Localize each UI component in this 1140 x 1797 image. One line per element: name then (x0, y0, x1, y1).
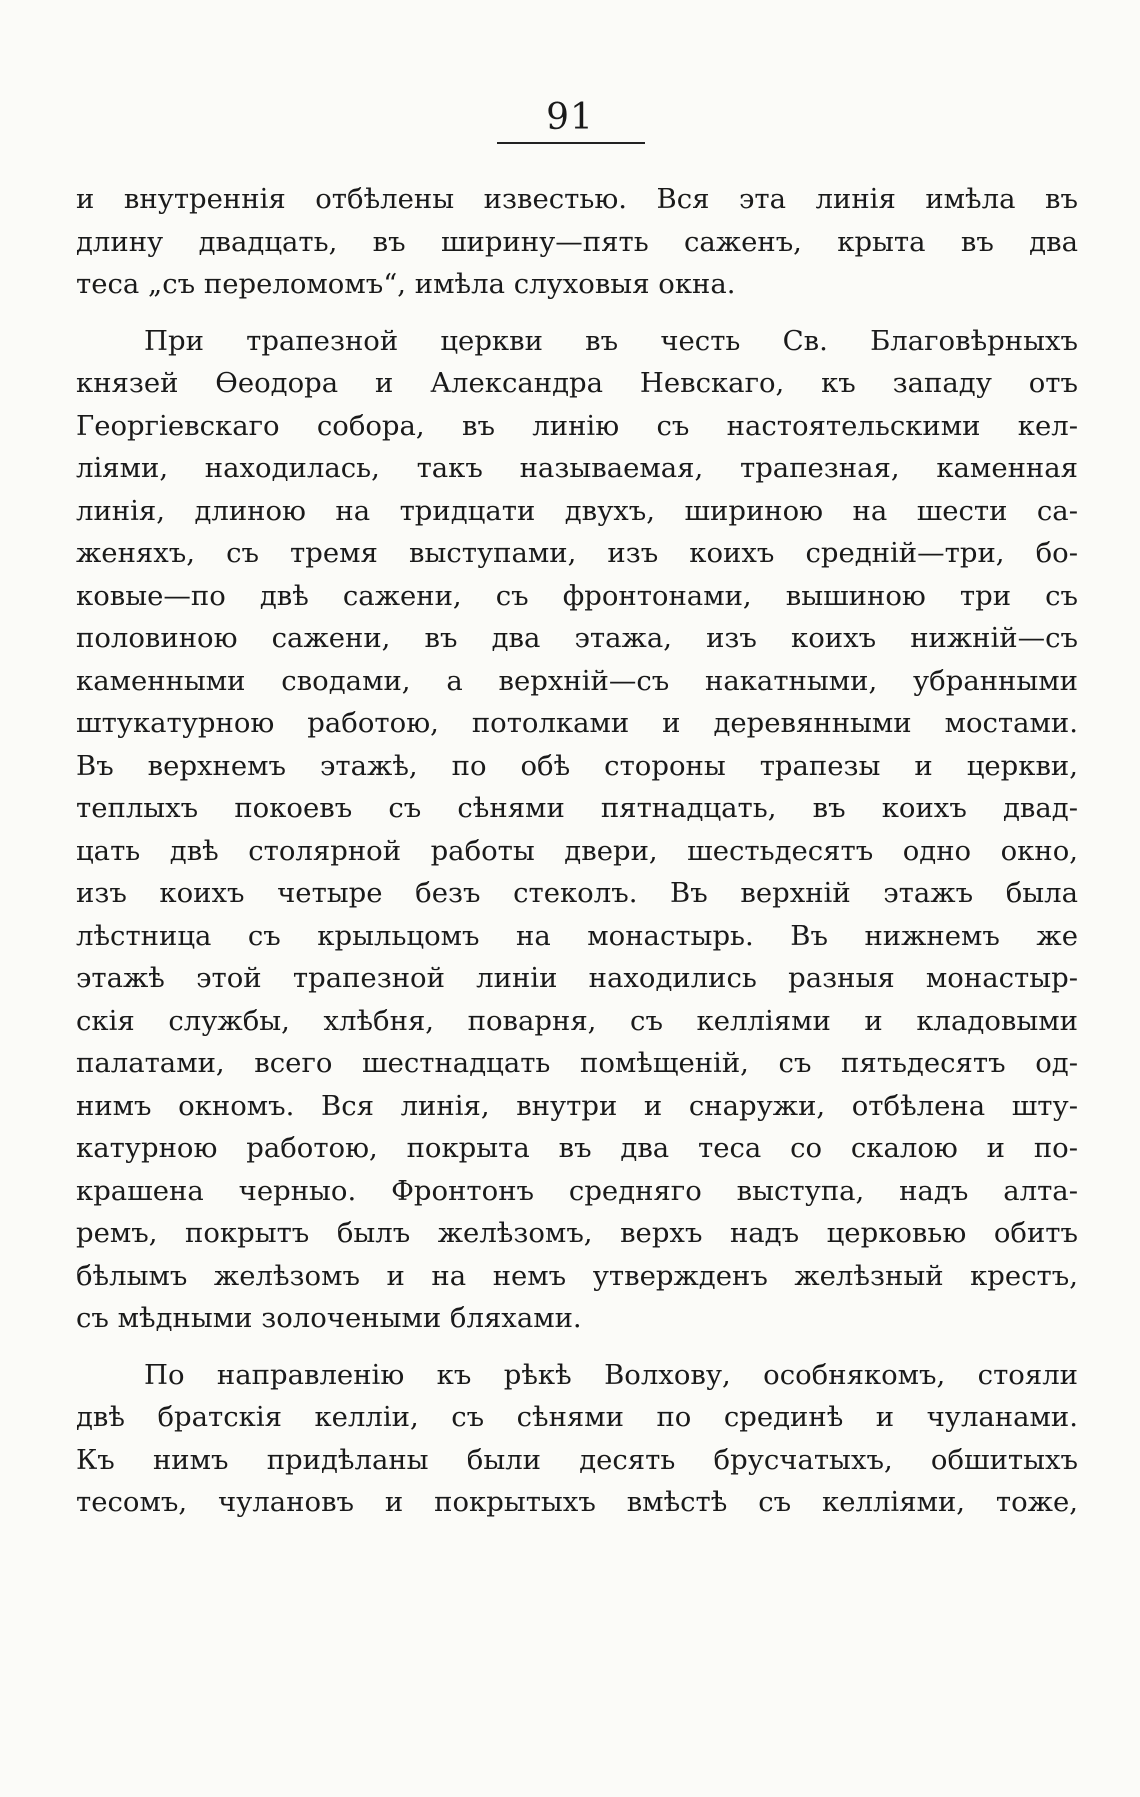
text-line: ліями, находилась, такъ называемая, трапезная, каменная (76, 452, 1078, 484)
text-line: длину двадцать, въ ширину—пять саженъ, крыта въ два (76, 225, 1078, 258)
text-line: Георгіевскаго собора, въ линію съ настоятельскими кел- (76, 409, 1078, 442)
text-line: изъ коихъ четыре безъ стеколъ. Въ верхній этажъ была (76, 877, 1078, 909)
text-line: бѣлымъ желѣзомъ и на немъ утвержденъ желѣзный крестъ, (76, 1259, 1078, 1292)
text-line: двѣ братскія келліи, съ сѣнями по срединѣ и чуланами. (76, 1401, 1078, 1433)
text-line: князей Ѳеодора и Александра Невскаго, къ западу отъ (76, 367, 1078, 399)
text-line: женяхъ, съ тремя выступами, изъ коихъ средній—три, бо- (76, 537, 1078, 569)
text-line: палатами, всего шестнадцать помѣщеній, съ пятьдесятъ од- (76, 1047, 1078, 1079)
text-line: Къ нимъ придѣланы были десять брусчатыхъ, обшитыхъ (76, 1443, 1078, 1476)
page-number-rule (497, 142, 645, 144)
text-line: половиною сажени, въ два этажа, изъ коихъ нижній—съ (76, 622, 1078, 654)
text-line: теса „съ переломомъ“, имѣла слуховыя окна. (76, 268, 736, 300)
paragraph (76, 320, 1078, 1340)
text-line: ковые—по двѣ сажени, съ фронтонами, вышиною три съ (76, 579, 1078, 612)
text-line: При трапезной церкви въ честь Св. Благовѣрныхъ (144, 324, 1078, 357)
text-line: крашена черныо. Фронтонъ средняго выступа, надъ алта- (76, 1174, 1078, 1207)
text-line: нимъ окномъ. Вся линія, внутри и снаружи, отбѣлена шту- (76, 1089, 1078, 1122)
text-line: скія службы, хлѣбня, поварня, съ келліями и кладовыми (76, 1004, 1078, 1037)
page-number: 91 (546, 97, 594, 138)
text-line: ремъ, покрытъ былъ желѣзомъ, верхъ надъ церковью обитъ (76, 1217, 1078, 1249)
text-line: По направленію къ рѣкѣ Волхову, особнякомъ, стояли (144, 1358, 1078, 1391)
text-line: и внутреннія отбѣлены известью. Вся эта линія имѣла въ (76, 183, 1078, 215)
text-line: штукатурною работою, потолками и деревянными мостами. (76, 707, 1078, 739)
text-line: каменными сводами, а верхній—съ накатными, убранными (76, 664, 1078, 697)
body-text (76, 178, 1078, 1524)
text-line: линія, длиною на тридцати двухъ, шириною на шести са- (76, 494, 1078, 527)
text-line: цать двѣ столярной работы двери, шестьдесятъ одно окно, (76, 834, 1078, 867)
text-line: съ мѣдными золочеными бляхами. (76, 1302, 582, 1334)
text-line: катурною работою, покрыта въ два теса со скалою и по- (76, 1132, 1078, 1164)
text-line: тесомъ, чулановъ и покрытыхъ вмѣстѣ съ келліями, тоже, (76, 1486, 1078, 1518)
text-line: лѣстница съ крыльцомъ на монастырь. Въ нижнемъ же (76, 919, 1078, 952)
text-line: Въ верхнемъ этажѣ, по обѣ стороны трапезы и церкви, (76, 749, 1078, 782)
text-line: этажѣ этой трапезной линіи находились разныя монастыр- (76, 962, 1078, 994)
text-line: теплыхъ покоевъ съ сѣнями пятнадцать, въ коихъ двад- (76, 792, 1078, 824)
paragraph (76, 1354, 1078, 1524)
paragraph (76, 178, 1078, 306)
